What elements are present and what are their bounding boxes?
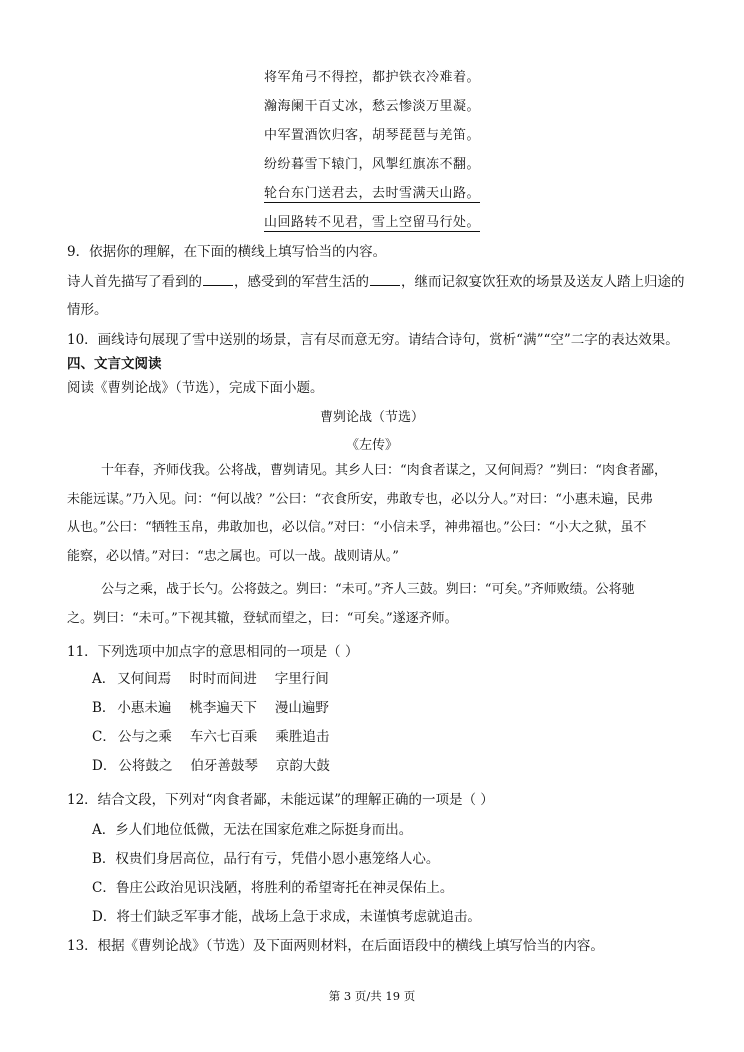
poem-line-1: 将军角弓不得控，都护铁衣冷难着。 [263, 70, 480, 85]
option-d[interactable]: D．将士们缺乏军事才能，战场上急于求成，未谨慎考虑就追击。 [92, 909, 481, 925]
option-c[interactable]: C． 公与之乘 车六七百乘 乘胜追击 [92, 729, 330, 745]
question-9-stem: 9．依据你的理解，在下面的横线上填写恰当的内容。 [67, 244, 387, 260]
option-c[interactable]: C．鲁庄公政治见识浅陋，将胜利的希望寄托在神灵保佑上。 [92, 880, 454, 896]
passage-title: 曹刿论战（节选） [319, 410, 424, 425]
option-a[interactable]: A． 又何间焉 时时而间进 字里行间 [92, 671, 329, 687]
poem-line-2: 瀚海阑干百丈冰，愁云惨淡万里凝。 [263, 99, 480, 114]
page-number: 第 3 页/共 19 页 [328, 989, 416, 1003]
passage-line: 能察，必以情。”对曰：“忠之属也。可以一战。战则请从。” [67, 548, 399, 564]
option-d[interactable]: D． 公将鼓之 伯牙善鼓琴 京韵大鼓 [92, 758, 330, 774]
option-b[interactable]: B． 小惠未遍 桃李遍天下 漫山遍野 [92, 700, 329, 716]
poem-line-6-underlined: 山回路转不见君，雪上空留马行处。 [263, 215, 480, 230]
question-13-stem: 13．根据《曹刿论战》（节选）及下面两则材料，在后面语段中的横线上填写恰当的内容。 [67, 938, 604, 954]
passage-line: 未能远谋。”乃入见。问：“何以战？”公曰：“衣食所安，弗敢专也，必以分人。”对曰：“小惠未遍，民弗 [67, 491, 653, 507]
passage-line: 十年春，齐师伐我。公将战，曹刿请见。其乡人曰：“肉食者谋之，又何间焉？”刿曰：“肉食者鄙， [101, 463, 667, 478]
passage-paragraph-1 [67, 457, 677, 571]
passage-line: 之。刿曰：“未可。”下视其辙，登轼而望之，曰：“可矣。”遂逐齐师。 [67, 610, 458, 626]
answer-blank-1[interactable] [203, 284, 233, 286]
option-a[interactable]: A．乡人们地位低微，无法在国家危难之际挺身而出。 [92, 822, 413, 838]
passage-line: 从也。”公曰：“牺牲玉帛，弗敢加也，必以信。”对曰：“小信未孚，神弗福也。”公曰：“小大之狱，虽不 [67, 520, 647, 535]
question-9-text-cont: 情形。 [67, 302, 108, 318]
poem-line-4: 纷纷暮雪下辕门，风掣红旗冻不翻。 [263, 157, 480, 172]
option-b[interactable]: B．权贵们身居高位，品行有亏，凭借小恩小惠笼络人心。 [92, 851, 440, 867]
section-heading: 四、文言文阅读 [67, 356, 162, 372]
passage-source: 《左传》 [345, 438, 398, 453]
passage-line: 公与之乘，战于长勺。公将鼓之。刿曰：“未可。”齐人三鼓。刿曰：“可矣。”齐师败绩。公将驰 [101, 582, 635, 597]
section-intro: 阅读《曹刿论战》（节选），完成下面小题。 [67, 380, 324, 396]
answer-blank-2[interactable] [370, 284, 400, 286]
question-10: 10．画线诗句展现了雪中送别的场景，言有尽而意无穷。请结合诗句，赏析“满”“空”二字的表达效果。 [67, 332, 679, 348]
poem-line-3: 中军置酒饮归客，胡琴琵琶与羌笛。 [263, 128, 480, 143]
passage-paragraph-2 [67, 576, 677, 633]
question-12-stem: 12．结合文段，下列对“肉食者鄙，未能远谋”的理解正确的一项是（ ） [67, 792, 494, 808]
poem-line-5-underlined: 轮台东门送君去，去时雪满天山路。 [263, 186, 480, 201]
question-9-text: 诗人首先描写了看到的 ，感受到的军营生活的 ，继而记叙宴饮狂欢的场景及送友人踏上归途的 [67, 274, 685, 290]
question-11-stem: 11．下列选项中加点字的意思相同的一项是（ ） [67, 644, 359, 660]
